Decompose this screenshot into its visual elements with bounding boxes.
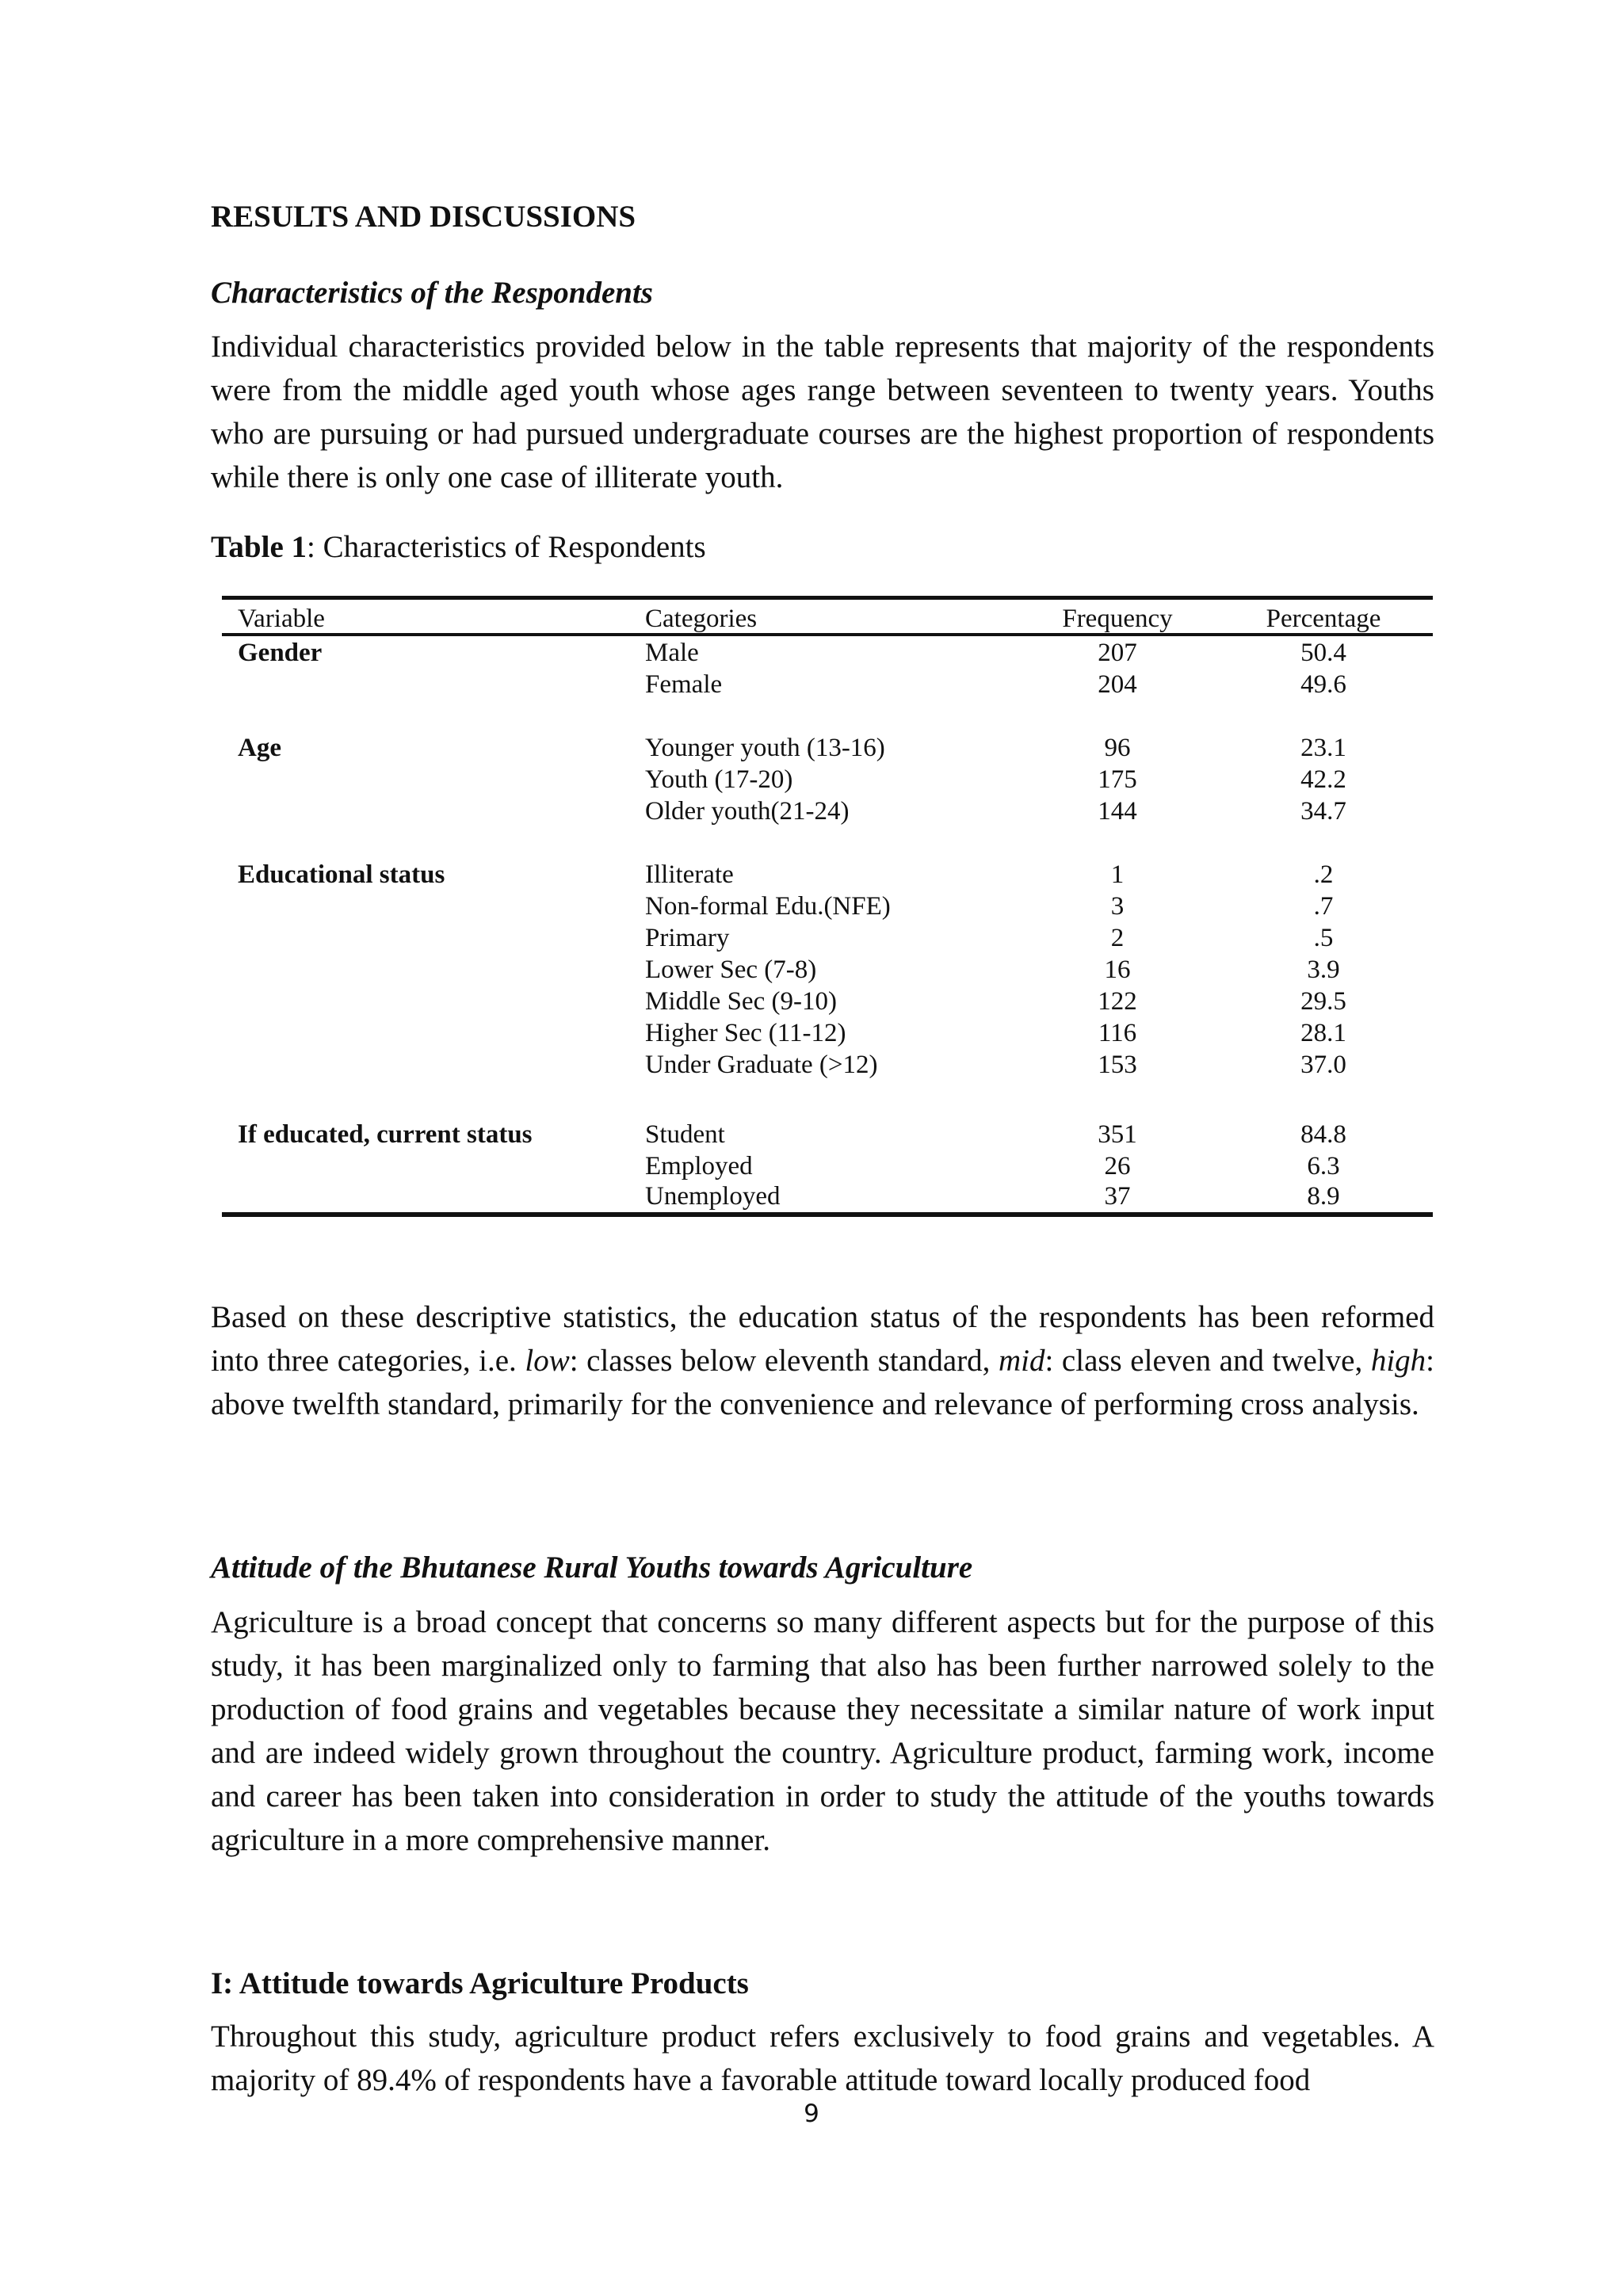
- table-cell-category: Higher Sec (11-12): [645, 1019, 846, 1047]
- term-low: low: [525, 1344, 570, 1378]
- table-caption: [211, 528, 706, 566]
- table-cell-frequency: 153: [1098, 1051, 1137, 1079]
- table-cell-frequency: 207: [1098, 639, 1137, 667]
- header-categories: Categories: [645, 605, 758, 633]
- table-cell-category: Younger youth (13-16): [645, 734, 885, 762]
- characteristics-subheading: Characteristics of the Respondents: [211, 276, 653, 310]
- table-cell-frequency: 122: [1098, 987, 1137, 1016]
- reform-text-4: : above twelfth standard, primarily for the convenience and relevance of performing cross analysis.: [211, 1344, 1434, 1421]
- products-paragraph: Throughout this study, agriculture product refers exclusively to food grains and vegetables. A majority of 89.4% of respondents have a favorable attitude toward locally produced food: [211, 2019, 1434, 2097]
- table-cell-category: Middle Sec (9-10): [645, 987, 837, 1016]
- table-cell-category: Female: [645, 670, 723, 699]
- term-mid: mid: [999, 1344, 1045, 1378]
- term-high: high: [1370, 1344, 1426, 1378]
- table-cell-frequency: 116: [1098, 1019, 1137, 1047]
- variable-gender: Gender: [238, 639, 323, 667]
- table-cell-category: Employed: [645, 1152, 753, 1180]
- table-caption-label: Table 1: [211, 530, 307, 564]
- table-cell-percentage: 49.6: [1300, 670, 1346, 699]
- table-cell-percentage: 42.2: [1300, 765, 1346, 794]
- attitude-paragraph: Agriculture is a broad concept that concerns so many different aspects but for the purpose of this study, it has been marginalized only to farming that also has been further narrowed solely to the production of food grains and vegetables because they necessitate a similar nature of work input and are indeed widely grown throughout the country. Agriculture product, farming work, income and career has been taken into consideration in order to study the attitude of the youths towards agriculture in a more comprehensive manner.: [211, 1605, 1434, 1857]
- table-cell-category: Non-formal Edu.(NFE): [645, 892, 891, 921]
- education-reform-paragraph: [211, 1295, 1434, 1426]
- table-cell-frequency: 26: [1104, 1152, 1131, 1180]
- table-cell-frequency: 204: [1098, 670, 1137, 699]
- table-cell-category: Primary: [645, 924, 730, 952]
- variable-age: Age: [238, 734, 281, 762]
- table-cell-percentage: 34.7: [1300, 797, 1346, 826]
- header-percentage: Percentage: [1266, 605, 1381, 633]
- table-cell-frequency: 351: [1098, 1120, 1137, 1149]
- table-cell-percentage: 37.0: [1300, 1051, 1346, 1079]
- table-cell-percentage: 3.9: [1307, 955, 1340, 984]
- table-cell-category: Older youth(21-24): [645, 797, 850, 826]
- table-caption-text: : Characteristics of Respondents: [307, 530, 706, 564]
- table-cell-frequency: 2: [1110, 924, 1125, 952]
- header-frequency: Frequency: [1062, 605, 1173, 633]
- table-bottom-rule: [222, 1212, 1433, 1217]
- table-cell-category: Illiterate: [645, 860, 734, 889]
- reform-text-1: Based on these descriptive statistics, the education status of the respondents has been reformed into three categories, i.e.: [211, 1300, 1434, 1378]
- table-cell-category: Unemployed: [645, 1182, 781, 1211]
- table-cell-percentage: .5: [1313, 924, 1334, 952]
- table-cell-percentage: 84.8: [1300, 1120, 1346, 1149]
- table-cell-percentage: .2: [1313, 860, 1334, 889]
- table-cell-frequency: 175: [1098, 765, 1137, 794]
- table-cell-category: Lower Sec (7-8): [645, 955, 817, 984]
- table-cell-category: Youth (17-20): [645, 765, 793, 794]
- products-heading: I: Attitude towards Agriculture Products: [211, 1966, 749, 2000]
- table-cell-frequency: 144: [1098, 797, 1137, 826]
- table-cell-percentage: 6.3: [1307, 1152, 1340, 1180]
- reform-text-2: : classes below eleventh standard,: [569, 1344, 999, 1378]
- table-cell-frequency: 96: [1104, 734, 1131, 762]
- variable-current-status: If educated, current status: [238, 1120, 533, 1149]
- characteristics-paragraph: Individual characteristics provided below in the table represents that majority of the respondents were from the middle aged youth whose ages range between seventeen to twenty years. Youths who are pursuing or had pursued undergraduate courses are the highest proportion of respondents while there is only one case of illiterate youth.: [211, 330, 1434, 494]
- table-cell-frequency: 37: [1104, 1182, 1131, 1211]
- table-cell-frequency: 16: [1104, 955, 1131, 984]
- table-cell-category: Male: [645, 639, 699, 667]
- table-cell-percentage: 8.9: [1307, 1182, 1340, 1211]
- reform-text-3: : class eleven and twelve,: [1044, 1344, 1371, 1378]
- table-top-rule: [222, 596, 1433, 600]
- page-number: 9: [804, 2100, 819, 2128]
- attitude-subheading: Attitude of the Bhutanese Rural Youths towards Agriculture: [211, 1550, 973, 1585]
- variable-educational-status: Educational status: [238, 860, 445, 889]
- header-variable: Variable: [238, 605, 325, 633]
- table-cell-percentage: 28.1: [1300, 1019, 1346, 1047]
- table-cell-frequency: 1: [1110, 860, 1125, 889]
- table-header-rule: [222, 633, 1433, 636]
- section-heading: RESULTS AND DISCUSSIONS: [211, 200, 636, 234]
- table-cell-percentage: 50.4: [1300, 639, 1346, 667]
- table-cell-percentage: .7: [1313, 892, 1334, 921]
- table-cell-percentage: 29.5: [1300, 987, 1346, 1016]
- table-cell-category: Student: [645, 1120, 725, 1149]
- table-cell-percentage: 23.1: [1300, 734, 1346, 762]
- table-cell-frequency: 3: [1110, 892, 1125, 921]
- table-cell-category: Under Graduate (>12): [645, 1051, 878, 1079]
